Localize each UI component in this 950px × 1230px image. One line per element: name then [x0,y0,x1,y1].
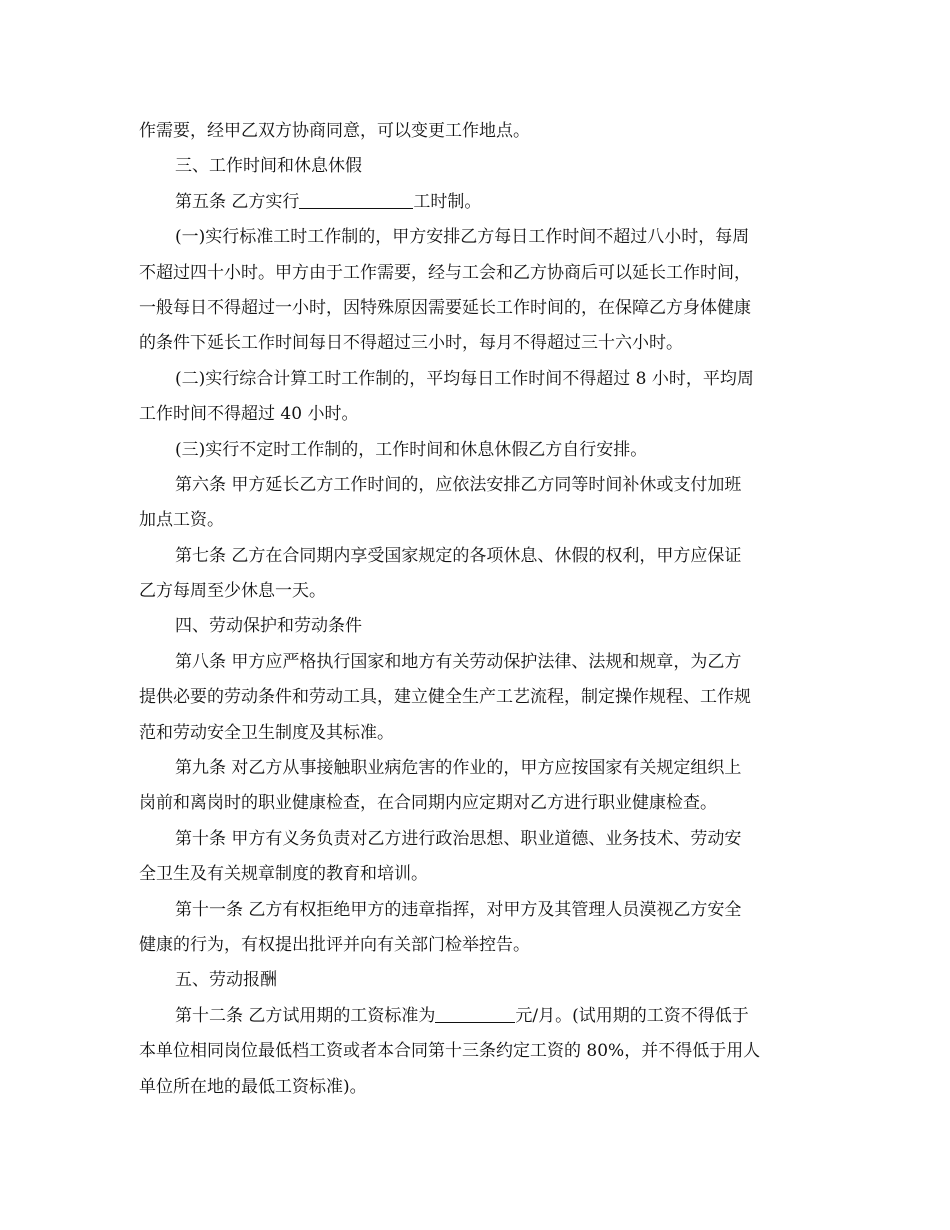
article-7-line: 第七条 乙方在合同期内享受国家规定的各项休息、休假的权利，甲方应保证 [175,545,742,566]
article-9-line: 第九条 对乙方从事接触职业病危害的作业的，甲方应按国家有关规定组织上 [175,758,742,779]
work-hours-blank [299,190,413,209]
paragraph-line: 本单位相同岗位最低档工资或者本合同第十三条约定工资的 80%，并不得低于用人 [139,1041,761,1062]
probation-wage-blank [435,1004,515,1023]
article-5-prefix: 第五条 乙方实行 [175,191,300,212]
article-12-suffix: 元/月。(试用期的工资不得低于 [515,1005,749,1026]
paragraph-line: 不超过四十小时。甲方由于工作需要，经与工会和乙方协商后可以延长工作时间， [139,262,751,283]
article-6-line: 第六条 甲方延长乙方工作时间的，应依法安排乙方同等时间补休或支付加班 [175,474,742,495]
paragraph-line: 工作时间不得超过 40 小时。 [139,404,359,425]
paragraph-line: 的条件下延长工作时间每日不得超过三小时，每月不得超过三十六小时。 [139,333,683,354]
paragraph-line: 加点工资。 [139,510,224,531]
article-8-line: 第八条 甲方应严格执行国家和地方有关劳动保护法律、法规和规章，为乙方 [175,651,742,672]
paragraph-line: 乙方每周至少休息一天。 [139,581,326,602]
paragraph-line: 健康的行为，有权提出批评并向有关部门检举控告。 [139,934,530,955]
paragraph-line: 范和劳动安全卫生制度及其标准。 [139,722,394,743]
article-11-line: 第十一条 乙方有权拒绝甲方的违章指挥，对甲方及其管理人员漠视乙方安全 [175,899,742,920]
paragraph-line: 岗前和离岗时的职业健康检查，在合同期内应定期对乙方进行职业健康检查。 [139,793,717,814]
clause-2-line: (二)实行综合计算工时工作制的，平均每日工作时间不得超过 8 小时，平均周 [175,368,754,389]
paragraph-line: 作需要，经甲乙双方协商同意，可以变更工作地点。 [139,121,530,141]
document-body [139,114,814,1105]
article-5-suffix: 工时制。 [413,191,482,212]
section-heading-5: 五、劳动报酬 [175,970,277,991]
article-12-line [139,999,814,1034]
section-heading-3: 三、工作时间和休息休假 [175,156,362,177]
article-10-line: 第十条 甲方有义务负责对乙方进行政治思想、职业道德、业务技术、劳动安 [175,828,742,849]
clause-3-line: (三)实行不定时工作制的，工作时间和休息休假乙方自行安排。 [175,439,648,460]
paragraph-line: 一般每日不得超过一小时，因特殊原因需要延长工作时间的，在保障乙方身体健康 [139,297,751,318]
paragraph-line: 全卫生及有关规章制度的教育和培训。 [139,864,428,885]
paragraph-line: 提供必要的劳动条件和劳动工具，建立健全生产工艺流程，制定操作规程、工作规 [139,687,751,708]
article-12-prefix: 第十二条 乙方试用期的工资标准为 [175,1005,436,1026]
paragraph-line: 单位所在地的最低工资标准)。 [139,1076,367,1097]
section-heading-4: 四、劳动保护和劳动条件 [175,616,362,637]
article-5-line [139,185,814,220]
clause-1-line: (一)实行标准工时工作制的，甲方安排乙方每日工作时间不超过八小时，每周 [175,227,750,248]
